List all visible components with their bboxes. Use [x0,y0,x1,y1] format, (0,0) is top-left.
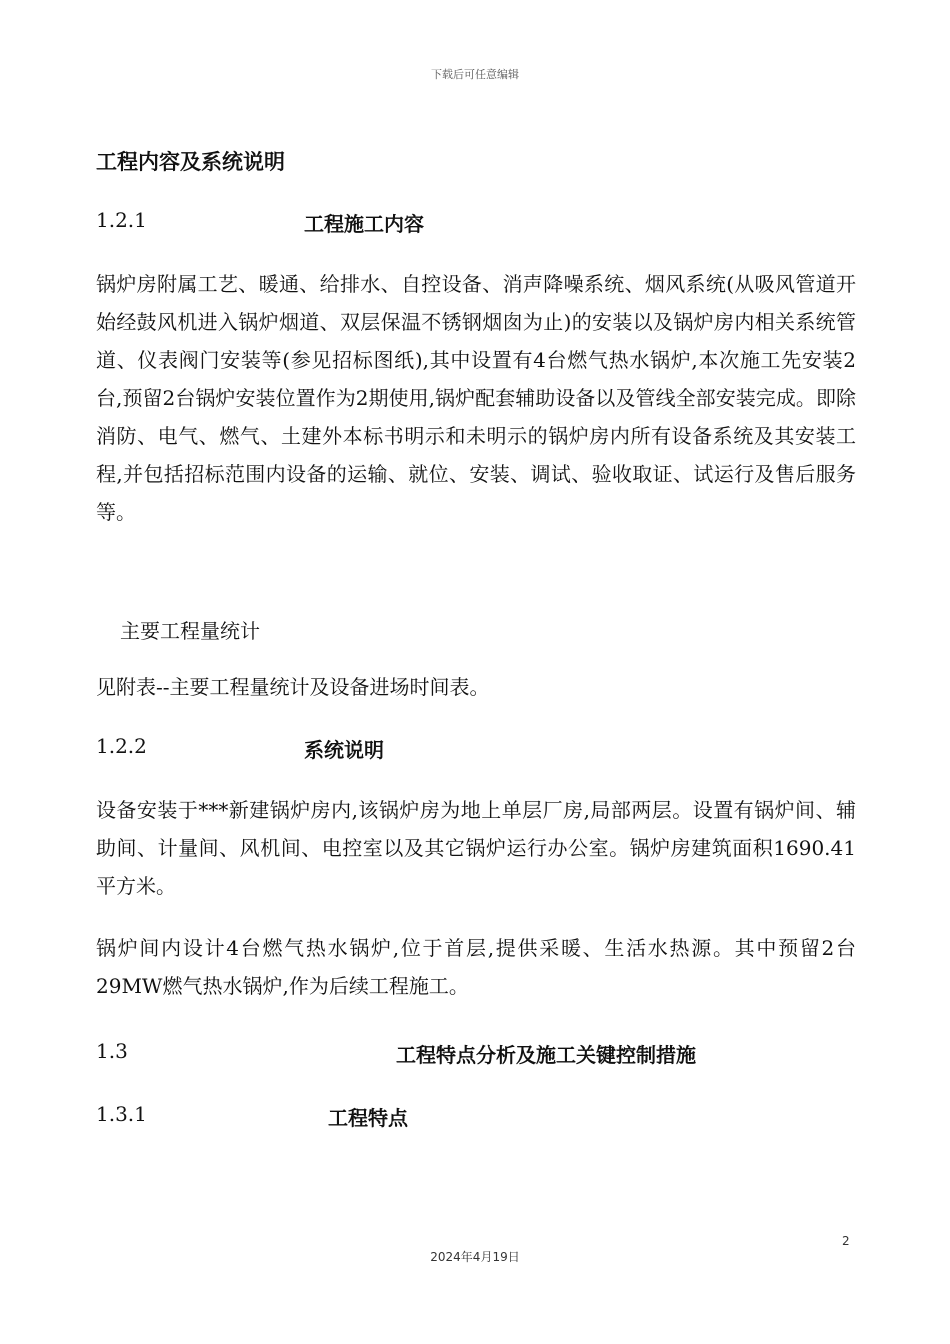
heading-number: 1.2.1 [96,208,147,232]
paragraph-system: 设备安装于***新建锅炉房内,该锅炉房为地上单层厂房,局部两层。设置有锅炉间、辅助间、计量间、风机间、电控室以及其它锅炉运行办公室。锅炉房建筑面积1690.41平方米。 [96,798,856,898]
page-header: 下载后可任意编辑 [431,68,519,81]
heading-1-3 [96,1039,696,1067]
paragraph-scope: 锅炉房附属工艺、暖通、给排水、自控设备、消声降噪系统、烟风系统(从吸风管道开始经鼓风机进入锅炉烟道、双层保温不锈钢烟囱为止)的安装以及锅炉房内相关系统管道、仪表阀门安装等(参见招标图纸),其中设置有4台燃气热水锅炉,本次施工先安装2台,预留2台锅炉安装位置作为2期使用,锅炉配套辅助设备以及管线全部安装完成。即除消防、电气、燃气、土建外本标书明示和未明示的锅炉房内所有设备系统及其安装工程,并包括招标范围内设备的运输、就位、安装、调试、验收取证、试运行及售后服务等。 [96,272,856,524]
section-title: 工程内容及系统说明 [96,149,285,174]
heading-number: 1.3 [96,1039,128,1063]
paragraph-boilers: 锅炉间内设计4台燃气热水锅炉,位于首层,提供采暖、生活水热源。其中预留2台29MW燃气热水锅炉,作为后续工程施工。 [96,936,856,998]
sub-heading-quantities: 主要工程量统计 [120,619,260,643]
paragraph-quantities: 见附表--主要工程量统计及设备进场时间表。 [96,675,490,699]
heading-1-2-2 [96,734,384,762]
heading-number: 1.2.2 [96,734,147,758]
heading-1-2-1 [96,208,424,236]
heading-1-3-1 [96,1102,408,1130]
footer-date: 2024年4月19日 [430,1250,520,1264]
heading-number: 1.3.1 [96,1102,147,1126]
heading-text: 工程特点分析及施工关键控制措施 [396,1043,696,1067]
page-number: 2 [842,1234,850,1248]
heading-text: 工程特点 [328,1106,408,1130]
heading-text: 系统说明 [304,738,384,762]
heading-text: 工程施工内容 [304,212,424,236]
